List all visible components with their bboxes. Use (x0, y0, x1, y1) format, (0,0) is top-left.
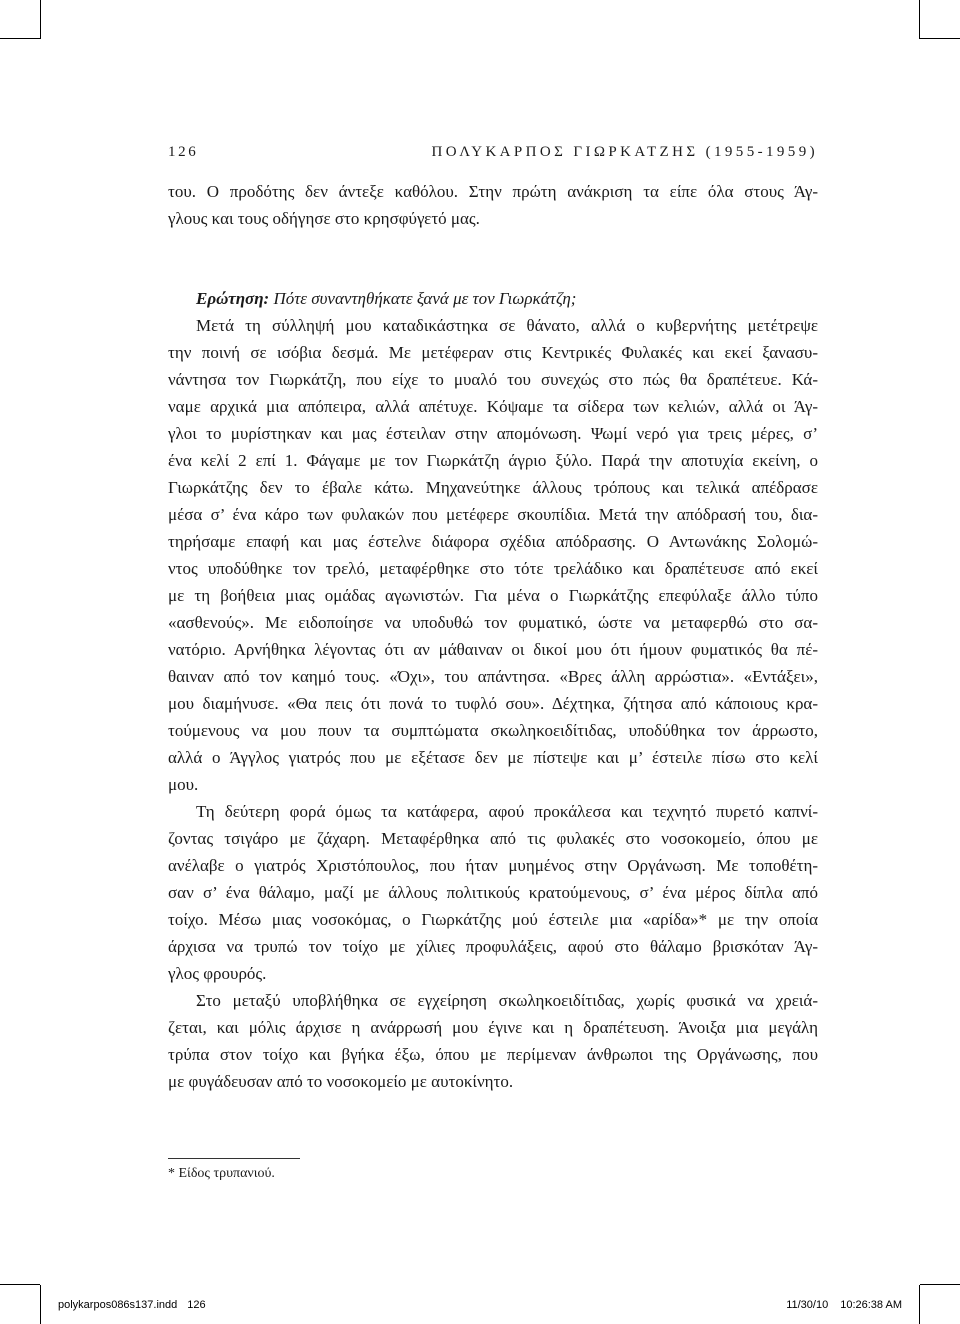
text-line: γλος φρουρός. (168, 964, 267, 983)
print-slug-timestamp (786, 1299, 902, 1315)
question-label: Ερώτηση: (196, 289, 270, 308)
crop-mark-top-left (0, 38, 40, 39)
question-line (168, 285, 818, 312)
text-line: την ποινή σε ισόβια δεσμά. Με μετέφεραν στις Κεντρικές Φυλακές και εκεί ξανασυ- (168, 343, 818, 362)
text-line: μου διαμήνυσε. «Θα πεις ότι πονά το τυφλό σου». Δέχτηκα, ζήτησα από κάποιους κρα- (168, 694, 818, 713)
text-line: μέσα σ’ ένα κάρο των φυλακών που μετέφερε σκουπίδια. Μετά την απόδρασή του, δια- (168, 505, 818, 524)
running-header (168, 144, 818, 166)
body-text (168, 178, 818, 1095)
text-line: Μετά τη σύλληψή μου καταδικάστηκα σε θάνατο, αλλά ο κυβερνήτης μετέτρεψε (196, 316, 818, 335)
text-line: ένα κελί 2 επί 1. Φάγαμε με τον Γιωρκάτζη άγριο ξύλο. Παρά την αποτυχία εκείνη, ο (168, 451, 818, 470)
slug-time: 10:26:38 AM (840, 1299, 902, 1311)
crop-mark-top-left (40, 0, 41, 39)
crop-mark-bottom-right (919, 1285, 920, 1324)
text-line: μου. (168, 775, 199, 794)
text-line: θαιναν από τον καημό τους. «Όχι», του απάντησα. «Βρες άλλη αρρώστια». «Εντάξει», (168, 667, 818, 686)
text-line: Τη δεύτερη φορά όμως τα κατάφερα, αφού προκάλεσα και τεχνητό πυρετό καπνί- (196, 802, 818, 821)
text-line: Στο μεταξύ υποβλήθηκα σε εγχείρηση σκωληκοειδίτιδας, χωρίς φυσικά να χρειά- (196, 991, 818, 1010)
text-line: ανέλαβε ο γιατρός Χριστόπουλος, που ήταν μυημένος στην Οργάνωση. Με τοποθέτη- (168, 856, 818, 875)
text-line: «ασθενούς». Με ειδοποίησε να υποδυθώ τον φυματικό, ώστε να μεταφερθώ στο σα- (168, 613, 818, 632)
text-line: τοίχο. Μέσω μιας νοσοκόμας, ο Γιωρκάτζης μού έστειλε μια «αρίδα»* με την οποία (168, 910, 818, 929)
text-line: Γιωρκάτζης δεν το έβαλε κάτω. Μηχανεύτηκε άλλους τρόπους και τελικά απέδρασε (168, 478, 818, 497)
text-line: τηρήσαμε επαφή και μας έστελνε διάφορα σχέδια απόδρασης. Ο Αντωνάκης Σολομώ- (168, 532, 818, 551)
text-line: ζοντας τσιγάρο με ζάχαρη. Μεταφέρθηκα από τις φυλακές στο νοσοκομείο, όπου με (168, 829, 818, 848)
text-line: ναμε αρχικά μια απόπειρα, αλλά απέτυχε. Κόψαμε τα σίδερα των κελιών, αλλά οι Άγ- (168, 397, 818, 416)
text-line: με τη βοήθεια μιας ομάδας αγωνιστών. Για μένα ο Γιωρκάτζης επεφύλαξε άλλο τύπο (168, 586, 818, 605)
question-text: Πότε συναντηθήκατε ξανά με τον Γιωρκάτζη; (269, 289, 577, 308)
crop-mark-top-right (920, 38, 960, 39)
print-slug-file (58, 1299, 206, 1315)
text-line: νατόριο. Αρνήθηκα λέγοντας ότι αν μάθαιναν οι δικοί μου ότι ήμουν φυματικός θα πέ- (168, 640, 818, 659)
text-line: άρχισα να τρυπώ τον τοίχο με χίλιες προφυλάξεις, αφού στο θάλαμο βρισκόταν Άγ- (168, 937, 818, 956)
crop-mark-bottom-right (920, 1284, 960, 1285)
text-line: τρύπα στον τοίχο και βγήκα έξω, όπου με περίμεναν άνθρωποι της Οργάνωσης, που (168, 1045, 818, 1064)
text-line: του. Ο προδότης δεν άντεξε καθόλου. Στην πρώτη ανάκριση τα είπε όλα στους Άγ- (168, 182, 818, 201)
text-line: γλους και τους οδήγησε στο κρησφύγετό μας. (168, 209, 480, 228)
text-line: ζεται, και μόλις άρχισε η ανάρρωσή μου έγινε και η δραπέτευση. Άνοιξα μια μεγάλη (168, 1018, 818, 1037)
page-number: 126 (168, 144, 199, 160)
text-line: νάντησα τον Γιωρκάτζη, που είχε το μυαλό του συνεχώς στο πώς θα δραπέτευε. Κά- (168, 370, 818, 389)
footnote-rule (168, 1158, 300, 1159)
crop-mark-bottom-left (0, 1284, 40, 1285)
crop-mark-top-right (919, 0, 920, 39)
slug-date: 11/30/10 (786, 1299, 829, 1311)
text-line: με φυγάδευσαν από το νοσοκομείο με αυτοκίνητο. (168, 1072, 514, 1091)
slug-page-number: 126 (187, 1299, 206, 1311)
section-gap (168, 232, 818, 285)
crop-mark-bottom-left (40, 1285, 41, 1324)
slug-filename: polykarpos086s137.indd (58, 1299, 178, 1311)
text-line: γλοι το μυρίστηκαν και μας έστειλαν στην απομόνωση. Ψωμί νερό για τρεις μέρες, σ’ (168, 424, 818, 443)
footnote: * Είδος τρυπανιού. (168, 1166, 275, 1181)
text-line: αλλά ο Άγγλος γιατρός που με εξέτασε δεν με πίστεψε και μ’ έστειλε πίσω στο κελί (168, 748, 818, 767)
text-line: σαν σ’ ένα θάλαμο, μαζί με άλλους πολιτικούς κρατούμενους, σ’ ένα μέρος δίπλα από (168, 883, 818, 902)
running-title: ΠΟΛΥΚΑΡΠΟΣ ΓΙΩΡΚΑΤΖΗΣ (1955-1959) (431, 144, 818, 160)
text-line: ντος υποδύθηκε τον τρελό, μεταφέρθηκε στο τότε τρελάδικο και δραπέτευσε από εκεί (168, 559, 818, 578)
text-line: τούμενους να μου πουν τα συμπτώματα σκωληκοειδίτιδας, υποδύθηκα τον άρρωστο, (168, 721, 818, 740)
